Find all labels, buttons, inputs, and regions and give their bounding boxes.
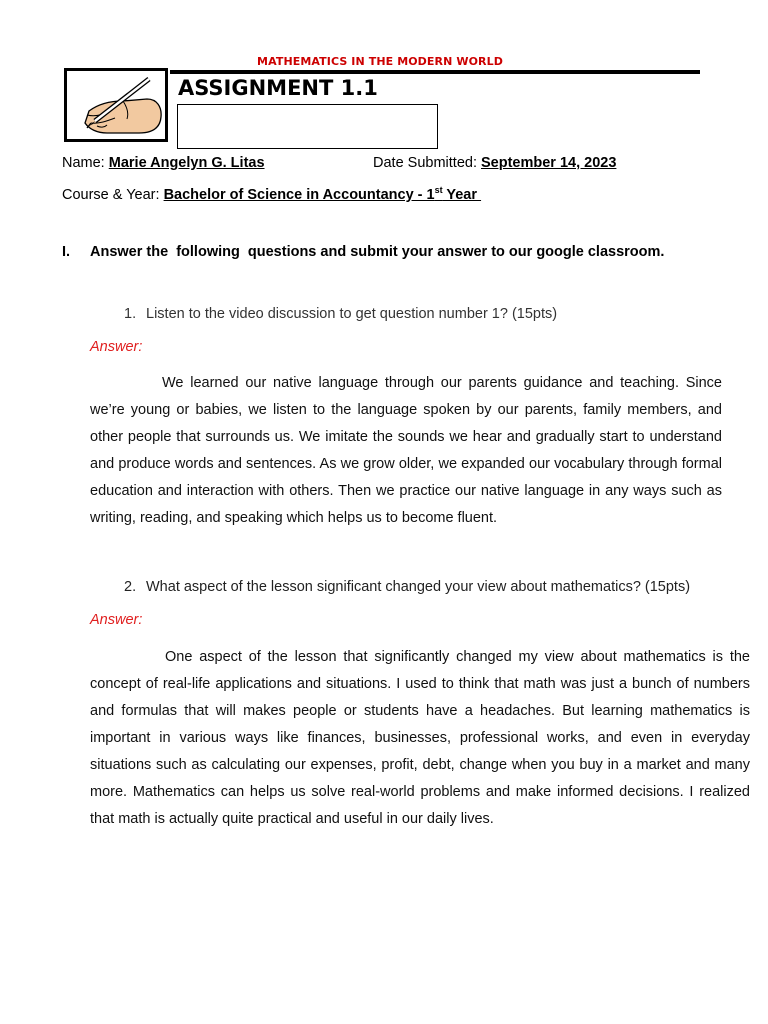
hand-writing-pencil-icon (67, 71, 165, 139)
student-name-row (62, 155, 265, 171)
title-input-box (177, 104, 438, 149)
course-label: Course & Year: (62, 186, 164, 203)
date-submitted-row (373, 155, 616, 171)
question-number: 1. (124, 306, 137, 322)
date-submitted: September 14, 2023 (481, 155, 617, 171)
instruction-text: Answer the following questions and submit your answer to our google classroom. (90, 244, 665, 260)
subject-heading: MATHEMATICS IN THE MODERN WORLD (257, 55, 503, 68)
section-instruction (62, 244, 664, 260)
student-name: Marie Angelyn G. Litas (108, 155, 265, 171)
section-number: I. (62, 244, 71, 260)
answer-label-2: Answer: (90, 612, 143, 628)
logo-box (64, 68, 168, 142)
question-text: Listen to the video discussion to get question number 1? (15pts) (146, 306, 558, 322)
question-2 (124, 579, 690, 595)
header-rule (170, 70, 700, 74)
course-year-row (62, 185, 481, 203)
date-label: Date Submitted: (373, 155, 481, 171)
name-label: Name: (62, 155, 109, 171)
course-value: Bachelor of Science in Accountancy - 1st Year (163, 185, 482, 203)
question-text: What aspect of the lesson significant changed your view about mathematics? (15pts) (146, 579, 691, 595)
question-1 (124, 306, 557, 322)
answer-1: We learned our native language through our parents guidance and teaching. Since we’re young or babies, we listen to the language spoken by our parents, family members, and other people that surrounds us. We imitate the sounds we hear and gradually start to understand and produce words and sentences. As we grow older, we expanded our vocabulary through formal education and interaction with others. Then we practice our native language in any ways such as writing, reading, and speaking which helps us to become fluent. (90, 375, 722, 526)
assignment-title: ASSIGNMENT 1.1 (178, 76, 378, 100)
answer-2: One aspect of the lesson that significantly changed my view about mathematics is the concept of real-life applications and situations. I used to think that math was just a bunch of numbers and formulas that will makes people or students have a headaches. But learning mathematics is important in various ways like finances, businesses, professional works, and even in everyday situations such as calculating our expenses, profit, debt, change when you buy in a market and many more. Mathematics can helps us solve real-world problems and make informed decisions. I realized that math is actually quite practical and useful in our daily lives. (90, 649, 750, 827)
question-number: 2. (124, 579, 137, 595)
answer-label-1: Answer: (90, 339, 143, 355)
